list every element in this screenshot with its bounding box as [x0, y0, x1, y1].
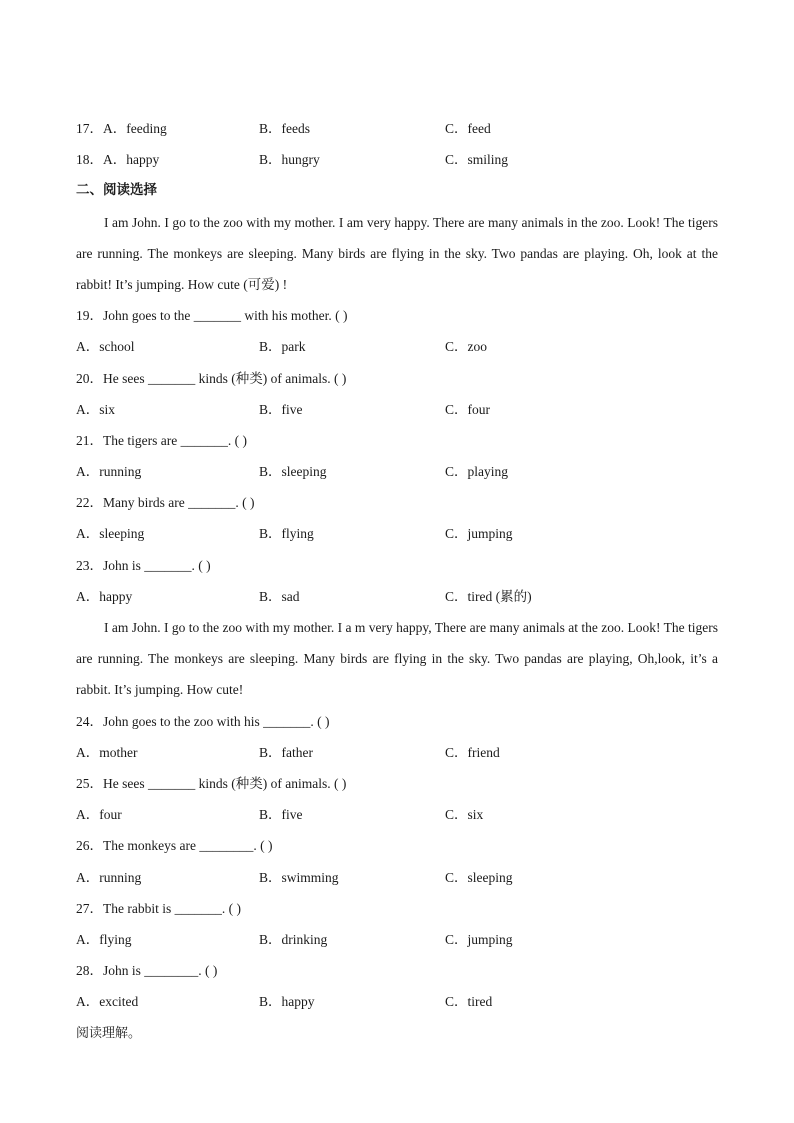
question-stem: 21．The tigers are _______. ( ) [76, 432, 247, 448]
question-stem: 24．John goes to the zoo with his _______. ( ) [76, 713, 330, 729]
option-c: C．four [445, 401, 490, 417]
option-c: C．smiling [445, 152, 509, 168]
option-a: 17．A．feeding [76, 121, 167, 136]
option-a: A．happy [76, 588, 133, 604]
option-a: A．running [76, 464, 142, 480]
question-stem: 28．John is ________. ( ) [76, 963, 218, 979]
option-a: A．four [76, 807, 122, 823]
reading-passage-1: I am John. I go to the zoo with my mother. I am very happy. There are many animals in the zoo. Look! The tigers are running. The monkeys are sleeping. Many birds are flying in the sky. Two pandas are playing. Oh, look at the rabbit! It’s jumping. How cute (可爱) ! [76, 214, 718, 292]
reading-comprehension-instruction: 阅读理解。 [76, 1025, 142, 1041]
option-a: A．mother [76, 744, 138, 760]
option-c: C．six [445, 807, 484, 823]
option-b: B．hungry [259, 152, 320, 168]
option-c: C．sleeping [445, 869, 513, 885]
question-stem: 22．Many birds are _______. ( ) [76, 495, 255, 511]
question-18-options [76, 144, 718, 175]
option-c: C．zoo [445, 339, 487, 355]
question-stem: 25．He sees _______ kinds (种类) of animals. ( ) [76, 776, 347, 792]
question-stem: 23．John is _______. ( ) [76, 557, 211, 573]
option-b: B．five [259, 401, 303, 417]
option-b: B．sad [259, 588, 300, 604]
question-options [76, 581, 718, 612]
option-b: B．feeds [259, 121, 310, 136]
worksheet-page [76, 113, 718, 1049]
option-a: A．sleeping [76, 526, 145, 542]
option-b: B．swimming [259, 869, 339, 885]
option-a: A．excited [76, 994, 139, 1010]
question-options [76, 394, 718, 425]
section-title: 二、阅读选择 [76, 182, 157, 199]
question-stem: 20．He sees _______ kinds (种类) of animals. ( ) [76, 370, 347, 386]
question-options [76, 518, 718, 549]
option-b: B．five [259, 807, 303, 823]
question-options [76, 924, 718, 955]
option-a: A．school [76, 339, 135, 355]
reading-passage-2: I am John. I go to the zoo with my mother. I a m very happy, There are many animals at the zoo. Look! The tigers are running. The monkeys are sleeping. Many birds are flying in the sky. Two pandas are playing, Oh,look, it’s a rabbit. It’s jumping. How cute! [76, 620, 718, 698]
option-a: A．six [76, 401, 116, 417]
question-options [76, 986, 718, 1017]
option-c: C．playing [445, 464, 508, 480]
question-options [76, 737, 718, 768]
option-c: C．feed [445, 121, 491, 136]
question-options [76, 456, 718, 487]
option-b: B．drinking [259, 931, 328, 947]
option-c: C．jumping [445, 526, 513, 542]
option-c: C．tired (累的) [445, 588, 532, 604]
question-stem: 19．John goes to the _______ with his mother. ( ) [76, 308, 348, 324]
question-stem: 27．The rabbit is _______. ( ) [76, 900, 241, 916]
option-b: B．park [259, 339, 306, 355]
question-17-options [76, 113, 718, 144]
question-options [76, 799, 718, 830]
option-b: B．happy [259, 994, 315, 1010]
option-c: C．jumping [445, 931, 513, 947]
option-b: B．sleeping [259, 464, 327, 480]
option-b: B．flying [259, 526, 314, 542]
question-options [76, 331, 718, 362]
option-a: A．flying [76, 931, 132, 947]
option-a: A．running [76, 869, 142, 885]
question-stem: 26．The monkeys are ________. ( ) [76, 838, 273, 854]
question-options [76, 862, 718, 893]
option-c: C．tired [445, 994, 493, 1010]
option-c: C．friend [445, 744, 500, 760]
option-a: 18．A．happy [76, 152, 160, 168]
option-b: B．father [259, 744, 313, 760]
